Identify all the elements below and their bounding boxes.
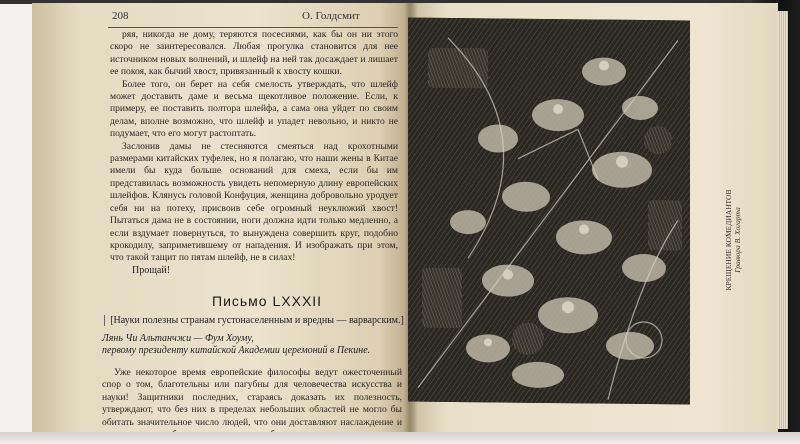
- plate-caption: [712, 150, 742, 330]
- paragraph: Более того, он берет на себя смелость утверждать, что шлейф может доставить даме и весьма щекотливое положение. Если, к примеру, ее поставить полтора шлейфа, а сама она уйдет по своим делам, вполне возможно, что шлейф и упадет невольно, и никто не подумает, что его могут растоптать.: [110, 78, 398, 140]
- engraving-illustration: [408, 18, 690, 405]
- paragraph: ряя, никогда не дому, теряются посесиями, как бы он ни этого скоро не заинтересовался. Любая прогулка становится для нее источником новых волнений, и шлейф на ней так досаждает и лишает ее покоя, как бычий хвост, привязанный к хвосту кошки.: [110, 29, 398, 78]
- left-page: [32, 3, 410, 435]
- paragraph: Уже некоторое время европейские философы ведут ожесточенный спор о том, благотельны или пагубны для человечества искусства и науки! Защитники последних, стараясь доказать их полезность, утверждают, что без них в пределах небольших областей не могло бы обитать значительное число людей, что они доставляют наслаждение и: [102, 367, 402, 428]
- letter-address: [102, 333, 402, 357]
- plate-title: КРЕЩЕНИЕ КОМЕДИАНТОВ: [724, 189, 733, 291]
- paragraph: Заслонив дамы не стесняются смеяться над крохотными размерами китайских туфелек, но я полагаю, что наши жены в Китае имели бы куда больше оснований для смеха, если бы им представилась возможность увидеть непомерную длину европейских шлейфов. Клянусь головой Конфуция, женщина добровольно уродует себя ни на потеху, присвоив себе огромный неуклюжий хвост! Пытаться дама не в состоянии, ноги должна идти только медленно, а если вздумает повернуться, то вынуждена совершить круг, подобно крокодилу, заприметившему от нападения. И изображать при этом, что такой тащит по пятам шлейф, не в силах!: [110, 140, 398, 264]
- letter-subject: [Науки полезны странам густонаселенным и вредны — варварским.]: [104, 315, 410, 326]
- plate-credit: Гравюра В. Хогарта: [733, 207, 742, 273]
- letter-title: Письмо LXXXII: [212, 293, 323, 309]
- header-rule: [108, 27, 398, 28]
- running-header: [32, 7, 402, 27]
- page-edges: [778, 11, 788, 429]
- body-text: [110, 29, 398, 265]
- farewell-line: Прощай!: [132, 265, 171, 276]
- engraving-plate: [408, 18, 690, 405]
- address-line: первому президенту китайской Академии церемоний в Пекине.: [102, 345, 371, 356]
- running-title: О. Голдсмит: [302, 10, 360, 22]
- page-number: 208: [112, 10, 129, 22]
- letter-body: [102, 367, 402, 435]
- address-line: Лянь Чи Альтанчжи — Фум Хоуму,: [102, 333, 254, 344]
- table-shadow: [0, 432, 800, 444]
